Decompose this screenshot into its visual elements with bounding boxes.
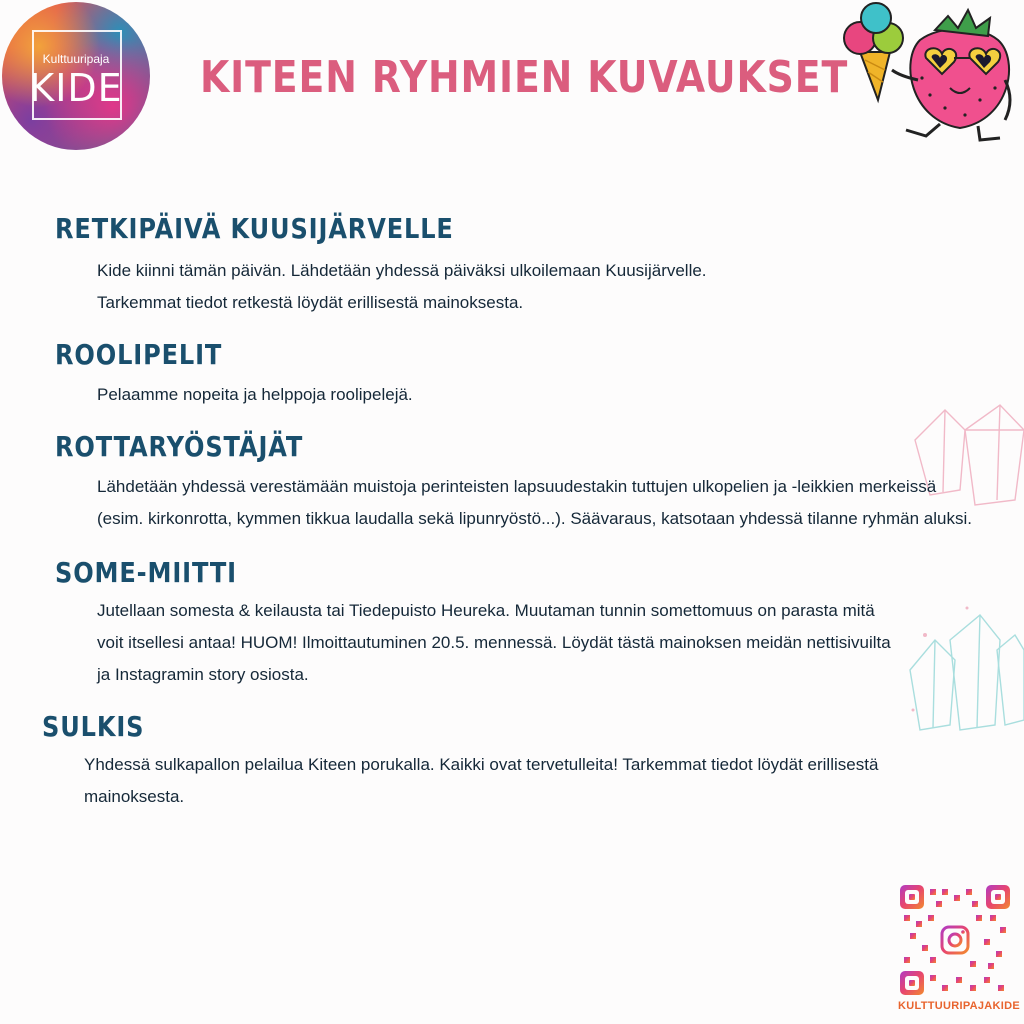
text-line: mainoksesta. xyxy=(84,787,185,806)
text-line: Tarkemmat tiedot retkestä löydät erillisestä mainoksesta. xyxy=(97,293,524,312)
text-line: Yhdessä sulkapallon pelailua Kiteen porukalla. Kaikki ovat tervetulleita! Tarkemmat tiedot löydät erillisestä xyxy=(84,755,879,774)
text-line: ja Instagramin story osiosta. xyxy=(97,665,309,684)
logo-title: KIDE xyxy=(29,66,123,110)
text-line: Pelaamme nopeita ja helppoja roolipelejä. xyxy=(97,385,413,404)
text-line: Kide kiinni tämän päivän. Lähdetään yhdessä päiväksi ulkoilemaan Kuusijärvelle. xyxy=(97,261,707,280)
section-heading: ROOLIPELIT xyxy=(55,338,223,371)
teal-crystal-icon xyxy=(905,600,1024,740)
section-text xyxy=(97,595,891,691)
section-roolipelit xyxy=(55,338,413,411)
kide-logo xyxy=(2,2,150,150)
section-text xyxy=(84,749,878,813)
section-text xyxy=(97,471,972,535)
section-sulkis xyxy=(42,710,878,813)
text-line: voit itsellesi antaa! HUOM! Ilmoittautuminen 20.5. mennessä. Löydät tästä mainoksen meidän nettisivuilta xyxy=(97,633,891,652)
text-line: (esim. kirkonrotta, kymmen tikkua laudalla sekä lipunryöstö...). Säävaraus, katsotaan yhdessä tilanne ryhmän aluksi. xyxy=(97,509,972,528)
section-heading: RETKIPÄIVÄ KUUSIJÄRVELLE xyxy=(55,212,454,245)
section-retkipaiva xyxy=(55,212,707,319)
section-text xyxy=(97,379,413,411)
page-title: KITEEN RYHMIEN KUVAUKSET xyxy=(200,52,849,103)
instagram-qr-code[interactable] xyxy=(900,885,1010,995)
section-some-miitti xyxy=(55,556,891,691)
section-heading: SOME-MIITTI xyxy=(55,556,237,589)
section-text xyxy=(97,255,707,319)
text-line: Jutellaan somesta & keilausta tai Tiedepuisto Heureka. Muutaman tunnin somettomuus on parasta mitä xyxy=(97,601,875,620)
section-heading: ROTTARYÖSTÄJÄT xyxy=(55,430,304,463)
section-heading: SULKIS xyxy=(42,710,145,743)
instagram-handle[interactable]: KULTTUURIPAJAKIDE xyxy=(898,1000,1021,1012)
strawberry-mascot-icon xyxy=(830,0,1024,150)
section-rottaryostajat xyxy=(55,430,972,535)
logo-subtitle: Kulttuuripaja xyxy=(42,52,110,66)
text-line: Lähdetään yhdessä verestämään muistoja perinteisten lapsuudestakin tuttujen ulkopelien ja -leikkien merkeissä xyxy=(97,477,937,496)
